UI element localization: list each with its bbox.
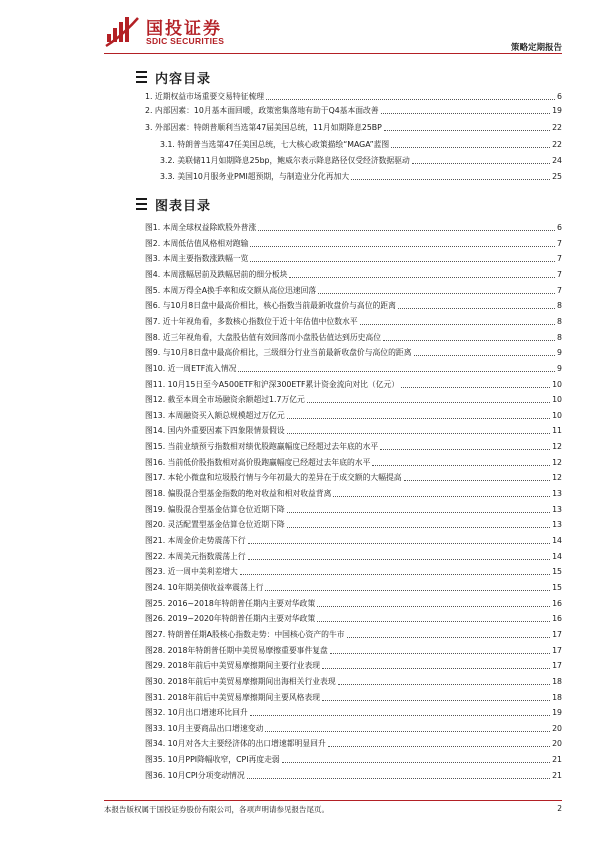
toc-entry-page: 10 <box>552 380 562 389</box>
toc-entry-page: 12 <box>552 458 562 467</box>
contents-heading <box>136 68 211 86</box>
toc-entry[interactable] <box>145 628 562 640</box>
toc-entry-title: 图33. 10月主要商品出口增速变动 <box>145 724 264 733</box>
dot-leader <box>322 700 550 701</box>
toc-entry-title: 图6. 与10月8日盘中最高价相比，核心指数当前最新收盘价与高位的距离 <box>145 301 396 310</box>
toc-entry-title: 图16. 当前低价股指数相对高价股跑赢幅度已经超过去年底的水平 <box>145 458 371 467</box>
dot-leader <box>338 684 550 685</box>
toc-entry-title: 图17. 本轮小微盘和垃圾股行情与今年初最大的差异在于成交额的大幅提高 <box>145 473 402 482</box>
toc-entry-title: 图25. 2016~2018年特朗普任期内主要对华政策 <box>145 599 316 608</box>
toc-entry-page: 22 <box>552 140 562 149</box>
toc-entry[interactable] <box>145 753 562 765</box>
toc-entry[interactable] <box>145 237 562 249</box>
toc-entry[interactable] <box>145 644 562 656</box>
toc-entry[interactable] <box>145 378 562 390</box>
toc-entry[interactable] <box>145 675 562 687</box>
dot-leader <box>248 543 550 544</box>
list-icon <box>136 198 147 210</box>
toc-entry-title: 3.2. 美联储11月如期降息25bp，鲍威尔表示降息路径仅受经济数据驱动 <box>160 156 410 165</box>
toc-entry[interactable] <box>145 722 562 734</box>
dot-leader <box>287 433 550 434</box>
toc-entry-title: 图29. 2018年前后中美贸易摩擦期间主要行业表现 <box>145 661 321 670</box>
toc-entry-page: 14 <box>552 552 562 561</box>
dot-leader <box>360 324 555 325</box>
toc-entry-page: 21 <box>552 771 562 780</box>
toc-entry-page: 18 <box>552 693 562 702</box>
toc-entry[interactable] <box>145 90 562 102</box>
dot-leader <box>398 308 555 309</box>
toc-entry[interactable] <box>145 284 562 296</box>
toc-entry-page: 17 <box>552 661 562 670</box>
dot-leader <box>372 465 550 466</box>
dot-leader <box>384 130 550 131</box>
toc-entry-title: 图7. 近十年视角看，多数核心指数位于近十年估值中位数水平 <box>145 317 358 326</box>
toc-entry-page: 18 <box>552 677 562 686</box>
toc-entry[interactable] <box>145 440 562 452</box>
toc-entry-title: 图23. 近一周中美利差增大 <box>145 567 238 576</box>
dot-leader <box>282 762 550 763</box>
toc-entry-page: 6 <box>557 92 562 101</box>
toc-entry[interactable] <box>145 487 562 499</box>
toc-entry[interactable] <box>145 315 562 327</box>
toc-entry[interactable] <box>160 138 562 150</box>
dot-leader <box>328 746 550 747</box>
report-type-label: 策略定期报告 <box>510 43 562 53</box>
toc-entry[interactable] <box>145 534 562 546</box>
dot-leader <box>258 230 555 231</box>
toc-entry[interactable] <box>145 409 562 421</box>
toc-entry-page: 7 <box>557 270 562 279</box>
dot-leader <box>351 179 550 180</box>
toc-entry-page: 13 <box>552 489 562 498</box>
dot-leader <box>317 606 550 607</box>
dot-leader <box>265 590 550 591</box>
page-number: 2 <box>557 804 562 813</box>
toc-entry-title: 图13. 本周融资买入额总规模超过万亿元 <box>145 411 285 420</box>
toc-entry[interactable] <box>145 691 562 703</box>
toc-entry[interactable] <box>145 221 562 233</box>
dot-leader <box>347 637 551 638</box>
toc-entry[interactable] <box>145 121 562 133</box>
dot-leader <box>240 574 550 575</box>
toc-entry-page: 7 <box>557 254 562 263</box>
dot-leader <box>287 418 550 419</box>
toc-entry-title: 图21. 本周金价走势震荡下行 <box>145 536 246 545</box>
toc-entry-title: 图9. 与10月8日盘中最高价相比，三级细分行业当前最新收盘价与高位的距离 <box>145 348 412 357</box>
toc-entry[interactable] <box>145 612 562 624</box>
toc-entry-title: 图8. 近三年视角看，大盘股估值有效回落而小盘股估值达到历史高位 <box>145 333 382 342</box>
toc-entry-page: 24 <box>552 156 562 165</box>
toc-entry-page: 16 <box>552 599 562 608</box>
toc-entry-page: 12 <box>552 442 562 451</box>
toc-entry-page: 21 <box>552 755 562 764</box>
toc-entry-page: 7 <box>557 239 562 248</box>
toc-entry-title: 图15. 当前业绩预亏指数相对绩优股跑赢幅度已经超过去年底的水平 <box>145 442 379 451</box>
toc-entry-title: 图24. 10年期美债收益率震荡上行 <box>145 583 264 592</box>
toc-entry-title: 图14. 国内外重要因素下四象限情景假设 <box>145 426 285 435</box>
dot-leader <box>330 653 550 654</box>
dot-leader <box>287 512 550 513</box>
toc-entry-title: 图26. 2019~2020年特朗普任期内主要对华政策 <box>145 614 316 623</box>
toc-entry-title: 图4. 本周涨幅居前及跌幅居前的细分板块 <box>145 270 288 279</box>
toc-entry-page: 22 <box>552 123 562 132</box>
dot-leader <box>317 621 550 622</box>
toc-entry-page: 7 <box>557 286 562 295</box>
toc-entry[interactable] <box>145 550 562 562</box>
toc-entry-title: 图3. 本周主要指数涨跌幅一览 <box>145 254 249 263</box>
footer-divider <box>104 800 562 801</box>
toc-entry-title: 图20. 灵活配置型基金估算仓位近期下降 <box>145 520 285 529</box>
toc-entry[interactable] <box>145 737 562 749</box>
dot-leader <box>381 113 550 114</box>
toc-entry[interactable] <box>145 471 562 483</box>
toc-entry-title: 图30. 2018年前后中美贸易摩擦期间出海相关行业表现 <box>145 677 336 686</box>
dot-leader <box>265 731 550 732</box>
toc-entry-page: 15 <box>552 583 562 592</box>
toc-entry[interactable] <box>145 518 562 530</box>
toc-entry-title: 图11. 10月15日至今A500ETF和沪深300ETF累计资金流向对比（亿元） <box>145 380 400 389</box>
logo-chinese-name: 国投证券 <box>146 19 222 39</box>
toc-entry[interactable] <box>145 424 562 436</box>
toc-entry-page: 16 <box>552 614 562 623</box>
contents-title: 内容目录 <box>155 71 212 87</box>
header-divider <box>104 53 562 54</box>
toc-entry[interactable] <box>145 393 562 405</box>
toc-entry-page: 11 <box>552 426 562 435</box>
toc-entry[interactable] <box>145 597 562 609</box>
dot-leader <box>247 778 550 779</box>
toc-entry[interactable] <box>145 362 562 374</box>
dot-leader <box>266 99 555 100</box>
logo-mark-icon <box>104 12 140 50</box>
dot-leader <box>289 277 555 278</box>
toc-entry-page: 20 <box>552 724 562 733</box>
dot-leader <box>401 387 550 388</box>
dot-leader <box>250 715 550 716</box>
toc-entry[interactable] <box>145 268 562 280</box>
figures-title: 图表目录 <box>155 198 212 214</box>
dot-leader <box>250 261 555 262</box>
toc-entry-page: 19 <box>552 106 562 115</box>
dot-leader <box>250 246 555 247</box>
toc-entry[interactable] <box>160 170 562 182</box>
toc-entry[interactable] <box>145 299 562 311</box>
dot-leader <box>318 293 555 294</box>
dot-leader <box>287 527 550 528</box>
toc-entry-page: 13 <box>552 520 562 529</box>
page-header <box>0 0 595 56</box>
dot-leader <box>412 163 550 164</box>
toc-entry-page: 10 <box>552 411 562 420</box>
footer-disclaimer: 本报告版权属于国投证券股份有限公司，各项声明请参见报告尾页。 <box>104 805 329 814</box>
toc-entry[interactable] <box>145 706 562 718</box>
toc-entry-title: 图35. 10月PPI降幅收窄，CPI再度走弱 <box>145 755 280 764</box>
dot-leader <box>333 496 550 497</box>
toc-entry-page: 15 <box>552 567 562 576</box>
toc-entry-page: 12 <box>552 473 562 482</box>
figures-heading <box>136 195 211 213</box>
toc-entry-title: 2. 内部因素：10月基本面回暖，政策密集落地有助于Q4基本面改善 <box>145 106 379 115</box>
toc-entry-page: 17 <box>552 646 562 655</box>
dot-leader <box>383 340 555 341</box>
toc-entry-title: 图1. 本周全球权益除欧股外普涨 <box>145 223 257 232</box>
toc-entry-page: 14 <box>552 536 562 545</box>
toc-entry-page: 13 <box>552 505 562 514</box>
toc-entry-page: 17 <box>552 630 562 639</box>
toc-entry[interactable] <box>145 346 562 358</box>
dot-leader <box>404 480 551 481</box>
toc-entry[interactable] <box>145 331 562 343</box>
toc-entry-title: 图27. 特朗普任期A股核心指数走势：中国核心资产的牛市 <box>145 630 345 639</box>
dot-leader <box>322 668 550 669</box>
toc-entry[interactable] <box>145 456 562 468</box>
toc-entry[interactable] <box>145 565 562 577</box>
toc-entry[interactable] <box>145 659 562 671</box>
toc-entry-title: 图10. 近一周ETF流入情况 <box>145 364 237 373</box>
toc-entry-title: 图18. 偏股混合型基金指数的绝对收益和相对收益背离 <box>145 489 332 498</box>
toc-entry[interactable] <box>160 154 562 166</box>
toc-entry-title: 图19. 偏股混合型基金估算仓位近期下降 <box>145 505 285 514</box>
toc-entry[interactable] <box>145 581 562 593</box>
dot-leader <box>248 559 550 560</box>
toc-entry-title: 图28. 2018年特朗普任期中美贸易摩擦重要事件复盘 <box>145 646 328 655</box>
toc-entry-title: 图32. 10月出口增速环比回升 <box>145 708 248 717</box>
toc-entry[interactable] <box>145 252 562 264</box>
toc-entry-title: 图36. 10月CPI分项变动情况 <box>145 771 245 780</box>
toc-entry-title: 图5. 本周万得全A换手率和成交额从高位迅速回落 <box>145 286 317 295</box>
toc-entry-title: 3.1. 特朗普当选第47任美国总统，七大核心政策描绘“MAGA”蓝图 <box>160 140 390 149</box>
list-icon <box>136 71 147 83</box>
toc-entry-title: 图2. 本周低估值风格相对跑输 <box>145 239 249 248</box>
dot-leader <box>380 449 550 450</box>
company-logo <box>104 12 244 50</box>
toc-entry-page: 8 <box>557 333 562 342</box>
toc-entry-page: 10 <box>552 395 562 404</box>
toc-entry-page: 19 <box>552 708 562 717</box>
toc-entry-title: 3. 外部因素：特朗普顺利当选第47届美国总统，11月如期降息25BP <box>145 123 382 132</box>
toc-entry-page: 6 <box>557 223 562 232</box>
toc-entry-page: 9 <box>557 364 562 373</box>
logo-english-name: SDIC SECURITIES <box>146 36 225 46</box>
dot-leader <box>307 402 550 403</box>
toc-entry-page: 9 <box>557 348 562 357</box>
dot-leader <box>414 355 556 356</box>
dot-leader <box>391 147 550 148</box>
toc-entry-title: 3.3. 美国10月服务业PMI超预期，与制造业分化再加大 <box>160 172 350 181</box>
toc-entry-title: 1. 近期权益市场重要交易特征梳理 <box>145 92 265 101</box>
toc-entry-title: 图34. 10月对各大主要经济体的出口增速都明显回升 <box>145 739 326 748</box>
toc-entry[interactable] <box>145 104 562 116</box>
toc-entry-page: 8 <box>557 317 562 326</box>
toc-entry-title: 图12. 截至本周全市场融资余额超过1.7万亿元 <box>145 395 305 404</box>
toc-entry-title: 图31. 2018年前后中美贸易摩擦期间主要风格表现 <box>145 693 321 702</box>
toc-entry[interactable] <box>145 769 562 781</box>
toc-entry-page: 8 <box>557 301 562 310</box>
dot-leader <box>238 371 555 372</box>
toc-entry-page: 25 <box>552 172 562 181</box>
toc-entry[interactable] <box>145 503 562 515</box>
toc-entry-page: 20 <box>552 739 562 748</box>
toc-entry-title: 图22. 本周美元指数震荡上行 <box>145 552 246 561</box>
